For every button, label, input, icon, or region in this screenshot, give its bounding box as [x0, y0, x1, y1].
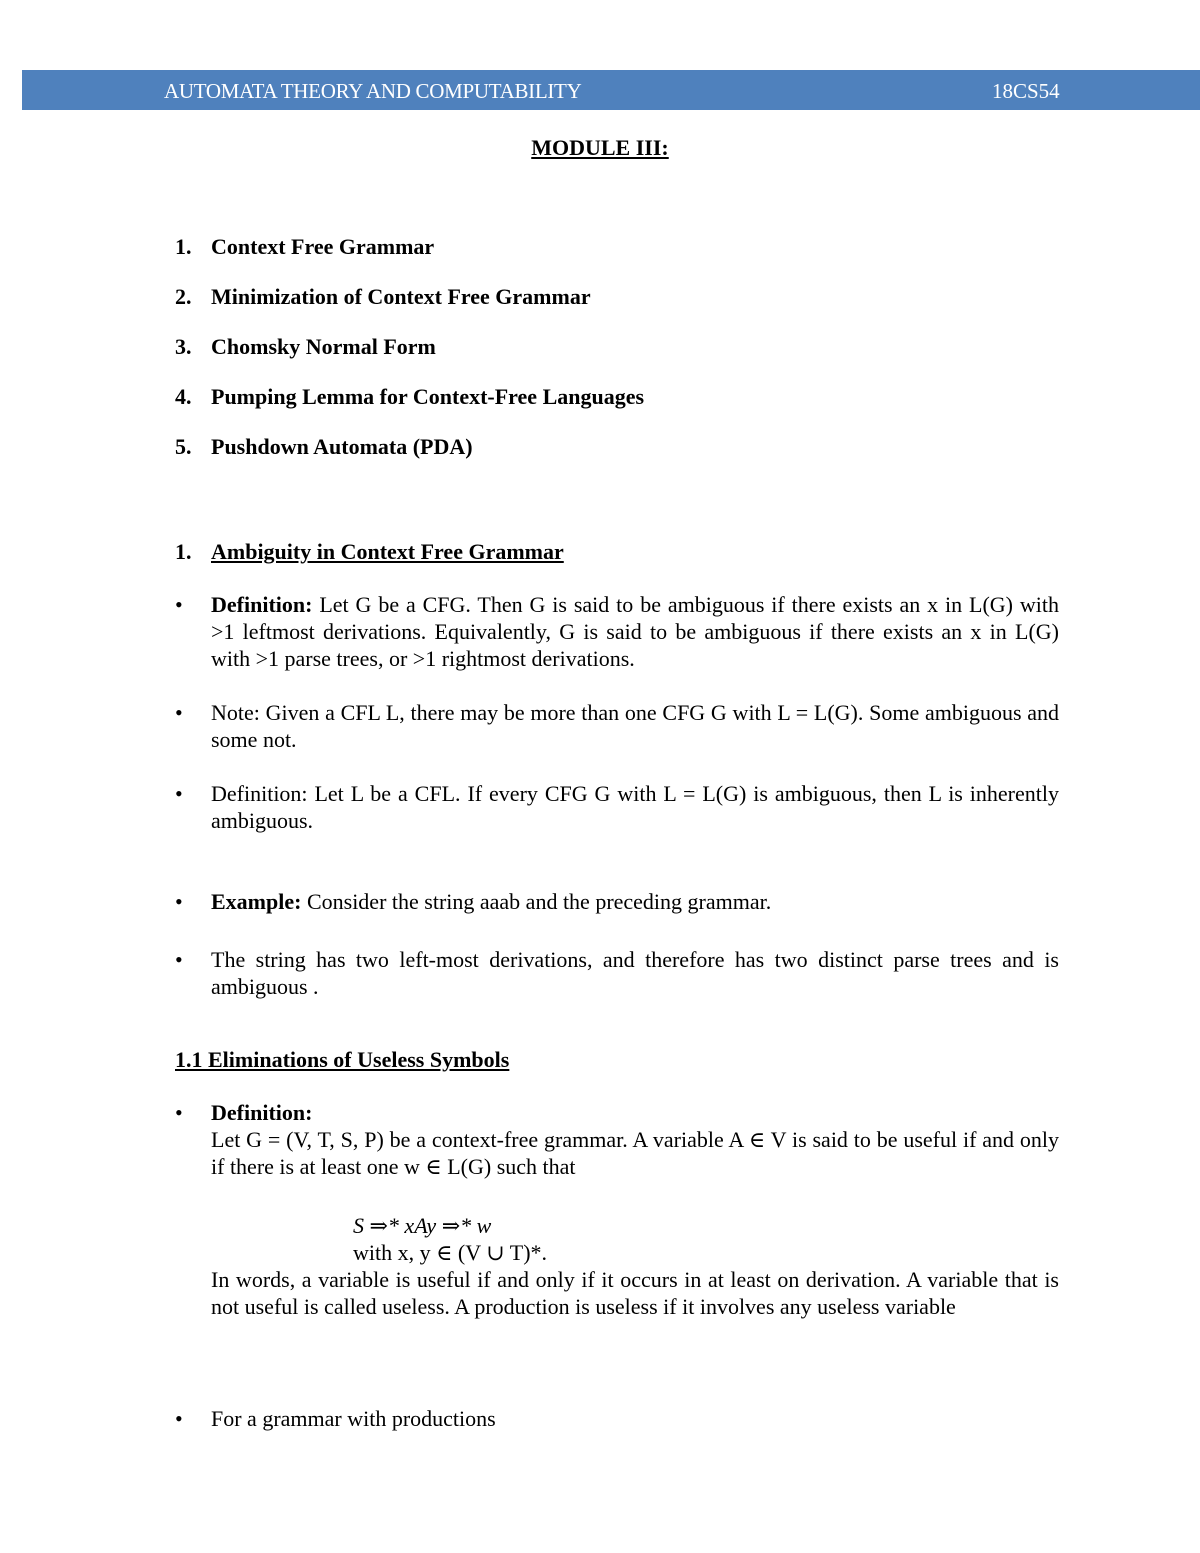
bullet-label: Example:: [211, 889, 302, 914]
bullet-derivations: [175, 946, 1059, 1000]
course-title: AUTOMATA THEORY AND COMPUTABILITY: [164, 79, 582, 103]
topic-item: [175, 333, 644, 383]
section-heading-ambiguity: [175, 538, 564, 565]
topic-number: 3.: [175, 334, 192, 359]
bullet-text: Note: Given a CFL L, there may be more than one CFG G with L = L(G). Some ambiguous and some not.: [211, 700, 1059, 752]
bullet-icon: •: [175, 781, 183, 806]
topic-item: [175, 383, 644, 433]
topic-item: [175, 433, 644, 483]
bullet-grammar-productions: [175, 1405, 1059, 1432]
section-title: Eliminations of Useless Symbols: [208, 1047, 510, 1072]
bullet-example: [175, 888, 1059, 915]
topic-item: [175, 233, 644, 283]
bullet-text: Consider the string aaab and the preceding grammar.: [301, 889, 772, 914]
bullet-definition-inherent: [175, 780, 1059, 834]
bullet-icon: •: [175, 1100, 183, 1125]
explanation-paragraph: In words, a variable is useful if and only if it occurs in at least on derivation. A variable that is not useful is called useless. A production is useless if it involves any useless variable: [211, 1267, 1059, 1319]
formula-block: [353, 1212, 1059, 1266]
topic-number: 1.: [175, 234, 192, 259]
section-title: Ambiguity in Context Free Grammar: [211, 539, 564, 564]
bullet-note: [175, 699, 1059, 753]
section-heading-useless-symbols: [175, 1046, 509, 1073]
topic-label: Chomsky Normal Form: [211, 334, 436, 359]
topic-label: Pumping Lemma for Context-Free Languages: [211, 384, 645, 409]
bullet-text: For a grammar with productions: [211, 1406, 496, 1431]
topic-number: 4.: [175, 384, 192, 409]
section-number: 1.1: [175, 1047, 203, 1072]
bullet-text: Definition: Let L be a CFL. If every CFG G with L = L(G) is ambiguous, then L is inherently ambiguous.: [211, 781, 1059, 833]
topic-item: [175, 283, 644, 333]
bullet-definition-useful: [175, 1099, 1059, 1320]
topic-number: 5.: [175, 434, 192, 459]
bullet-definition-ambiguous: [175, 591, 1059, 672]
bullet-label: Definition:: [211, 1100, 313, 1125]
section-number: 1.: [175, 539, 192, 564]
bullet-label: Definition:: [211, 592, 313, 617]
topic-number: 2.: [175, 284, 192, 309]
module-title: MODULE III:: [531, 135, 669, 160]
bullet-text: The string has two left-most derivations, and therefore has two distinct parse trees and is ambiguous .: [211, 947, 1059, 999]
topic-list: [175, 233, 644, 483]
formula-derivation: S ⇒* xAy ⇒* w: [353, 1213, 492, 1238]
topic-label: Pushdown Automata (PDA): [211, 434, 473, 459]
topic-label: Minimization of Context Free Grammar: [211, 284, 591, 309]
bullet-icon: •: [175, 1406, 183, 1431]
header-bar: [22, 70, 1200, 110]
bullet-icon: •: [175, 889, 183, 914]
definition-text: Let G = (V, T, S, P) be a context-free grammar. A variable A ∈ V is said to be useful if and only if there is at least one w ∈ L(G) such that: [211, 1127, 1059, 1179]
course-code: 18CS54: [992, 79, 1060, 103]
bullet-icon: •: [175, 700, 183, 725]
bullet-text: Let G be a CFG. Then G is said to be ambiguous if there exists an x in L(G) with >1 leftmost derivations. Equivalently, G is said to be ambiguous if there exists an x in L(G) with >1 parse trees, or >1 rightmost derivations.: [211, 592, 1059, 671]
topic-label: Context Free Grammar: [211, 234, 435, 259]
formula-condition: with x, y ∈ (V ∪ T)*.: [353, 1240, 548, 1265]
bullet-icon: •: [175, 592, 183, 617]
bullet-icon: •: [175, 947, 183, 972]
